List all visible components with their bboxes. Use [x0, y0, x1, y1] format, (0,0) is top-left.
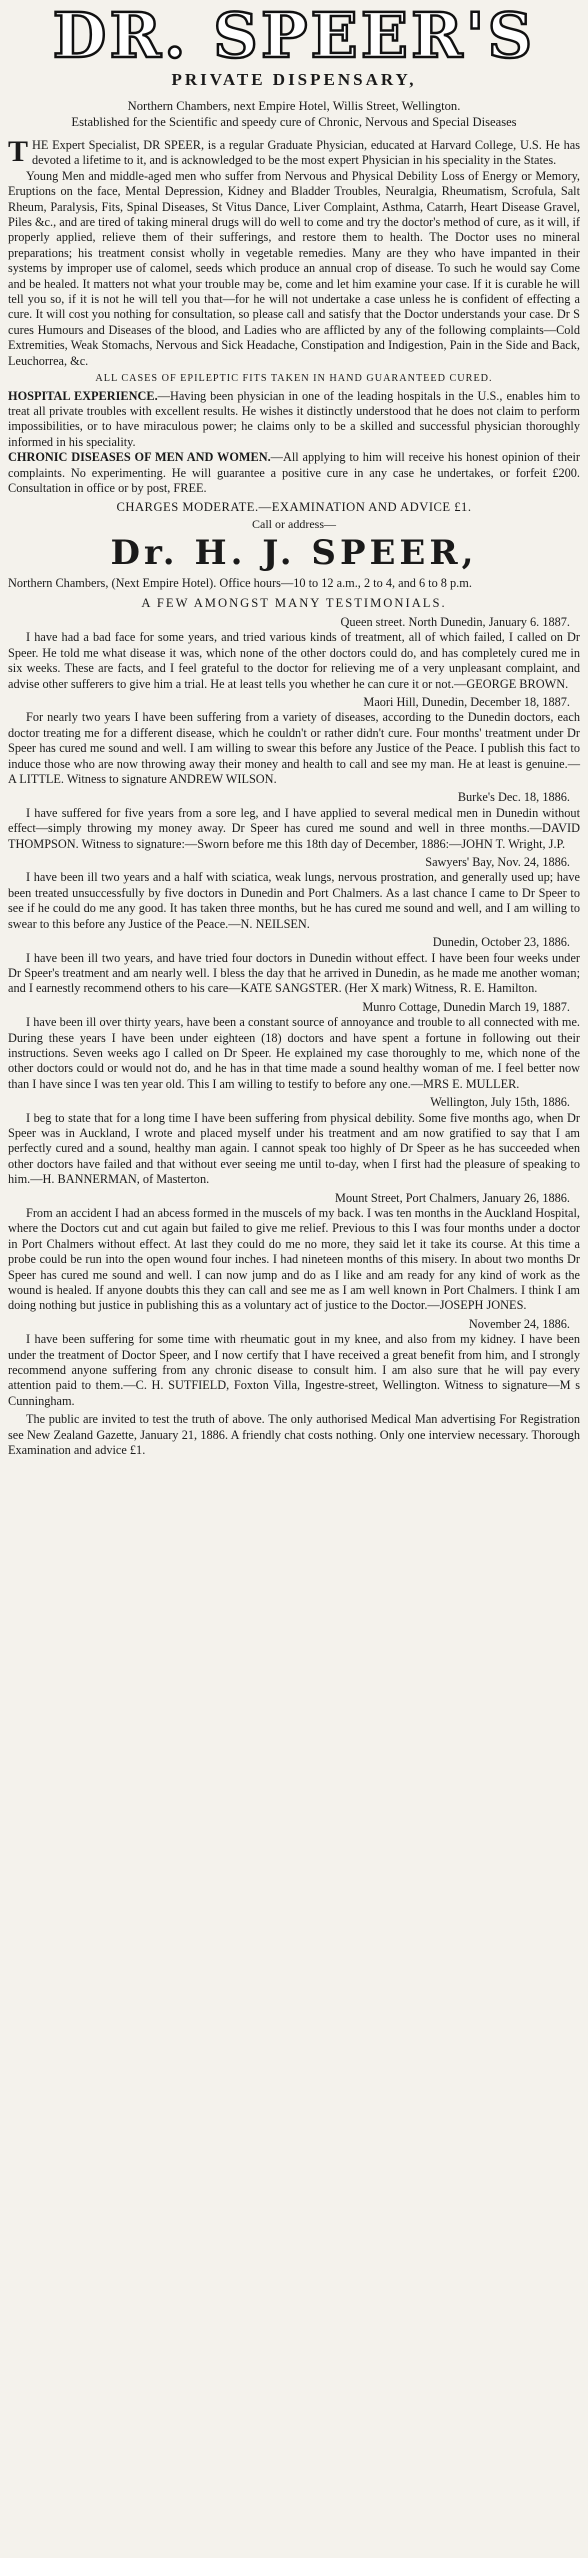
charges-line: CHARGES MODERATE.—EXAMINATION AND ADVICE £1.: [116, 500, 472, 515]
testimonial-dateline: Burke's Dec. 18, 1886.: [457, 790, 570, 805]
hospital-heading: HOSPITAL EXPERIENCE.: [8, 388, 158, 403]
address-line: Northern Chambers, next Empire Hotel, Willis Street, Wellington.: [127, 99, 461, 113]
testimonial: [8, 1095, 580, 1187]
testimonial: [8, 790, 580, 852]
establishment-line: Established for the Scientific and speedy cure of Chronic, Nervous and Special Diseases: [71, 115, 517, 129]
testimonial-dateline: Sawyers' Bay, Nov. 24, 1886.: [425, 855, 570, 870]
testimonial-text: For nearly two years I have been suffering from a variety of diseases, according to the Dunedin doctors, each doctor treating me for a different disease, which he couldn't or rather didn't cure. Four months' treatment under Dr Speer has cured me sound and well. I am willing to swear this before any Justice of the Peace. I publish this fact to induce those who are now throwing away their money and health to call and see my man. He at least is genuine.—A LITTLE. Witness to signature ANDREW WILSON.: [8, 710, 580, 787]
testimonial: [8, 855, 580, 932]
office-hours: Northern Chambers, (Next Empire Hotel). Office hours—10 to 12 a.m., 2 to 4, and 6 to 8 p.m.: [8, 576, 472, 591]
masthead-title: DR. SPEER'S: [52, 0, 536, 72]
intro-text: HE Expert Specialist, DR SPEER, is a regular Graduate Physician, educated at Harvard College, U.S. He has devoted a lifetime to it, and is acknowledged to be the most expert Physician in his speciality in the States.: [32, 138, 580, 168]
testimonial: [8, 1317, 580, 1409]
testimonial-dateline: Munro Cottage, Dunedin March 19, 1887.: [362, 999, 570, 1014]
testimonial: [8, 1191, 580, 1314]
testimonial-text: I have been ill two years, and have tried four doctors in Dunedin without effect. I have been four weeks under Dr Speer's treatment and am nearly well. I bless the day that he arrived in Dunedin, as he made me another woman; and I earnestly recommend others to his care—KATE SANGSTER. (Her X mark) Witness, R. E. Hamilton.: [8, 950, 580, 996]
testimonial: [8, 695, 580, 787]
hospital-text: —Having been physician in one of the leading hospitals in the U.S., enables him to treat all private troubles with excellent results. He wishes it distinctly understood that he does not claim to perform impossibilities, or to have miraculous power; he claims only to be a skilled and successful physician thoroughly informed in his speciality.: [8, 388, 580, 449]
symptoms-paragraph: Young Men and middle-aged men who suffer from Nervous and Physical Debility Loss of Energy or Memory, Eruptions on the face, Mental Depression, Kidney and Bladder Troubles, Neuralgia, Rheumatism, Scrofula, Salt Rheum, Paralysis, Fits, Spinal Diseases, St Vitus Dance, Liver Complaint, Asthma, Catarrh, Heart Disease Gravel, Piles &c., and are tired of taking mineral drugs will do well to come and try the doctor's method of cure, as it will, if properly applied, relieve them of their sufferings, and restore them to health. The Doctor uses no mineral preparations; his treatment consist wholly in vegetable remedies. Many are they who have impanted in their systems by improper use of calomel, seeds which produce an annual crop of disease. To such he would say Come and be healed. It matters not what your trouble may be, come and let him examine your case. If it is curable he will tell you so, if it is not he will tell you that—for he will not undertake a case unless he is confident of effecting a cure. It will cost you nothing for consultation, so please call and satisfy that the Doctor understands your case. Dr S cures Humours and Diseases of the blood, and Ladies who are afflicted by any of the following complaints—Cold Extremities, Weak Stomachs, Nervous and Sick Headache, Constipation and Indigestion, Pain in the Side and Back, Leuchorrea, &c.: [8, 168, 580, 368]
testimonial-text: I beg to state that for a long time I have been suffering from physical debility. Some five months ago, when Dr Speer was in Auckland, I wrote and placed myself under his treatment and am now gratified to say that I am perfectly cured and a sound, healthy man again. I cannot speak too highly of Dr Speer as he has succeeded when other doctors have failed and that without ever seeing me until to-day, when I first had the pleasure of speaking to him.—H. BANNERMAN, of Masterton.: [8, 1110, 580, 1187]
closing-note: [8, 1412, 580, 1458]
testimonial-text: I have been suffering for some time with rheumatic gout in my knee, and also from my kidney. I have been under the treatment of Doctor Speer, and I now certify that I have received a great benefit from him, and I strongly recommend anyone suffering from any chronic disease to consult him. I am also sure that he will pay every attention paid to them.—C. H. SUTFIELD, Foxton Villa, Ingestre-street, Wellington. Witness to signature—M s Cunningham.: [8, 1332, 580, 1408]
call-or-address: Call or address—: [252, 516, 336, 531]
testimonial-dateline: Maori Hill, Dunedin, December 18, 1887.: [363, 695, 570, 709]
testimonial-text: I have suffered for five years from a sore leg, and I have applied to several medical men in Dunedin without effect—simply throwing my money away. Dr Speer has cured me sound and well in three months.—DAVID THOMPSON. Witness to signature:—Sworn before me this 18th day of December, 1886:—JOHN T. Wright, J.P.: [8, 805, 580, 851]
closing-text: The public are invited to test the truth of above. The only authorised Medical Man advertising For Registration see New Zealand Gazette, January 21, 1886. A friendly chat costs nothing. Only one interview necessary. Thorough Examination and advice £1.: [8, 1412, 580, 1458]
testimonials-heading: A FEW AMONGST MANY TESTIMONIALS.: [141, 595, 447, 610]
hospital-section: [8, 389, 580, 451]
testimonial-dateline: Wellington, July 15th, 1886.: [430, 1095, 570, 1110]
masthead-subtitle: PRIVATE DISPENSARY,: [171, 70, 417, 89]
chronic-text: —All applying to him will receive his honest opinion of their complaints. No experimenting. He will guarantee a positive cure in any case he undertakes, or forfeit £200. Consultation in office or by post, FREE.: [8, 450, 580, 495]
testimonial-text: I have had a bad face for some years, and tried various kinds of treatment, all of which failed, I called on Dr Speer. He told me what disease it was, which none of the other doctors could do, and has completely cured me in six weeks. These are facts, and I feel grateful to the doctor for relieving me of a very unpleasant complaint, and advise other sufferers to give him a trial. He at least tells you whether he can cure it or not.—GEORGE BROWN.: [8, 630, 580, 691]
testimonials-list: [8, 615, 580, 1459]
testimonial-text: I have been ill over thirty years, have been a constant source of annoyance and trouble to all connected with me. During these years I have been under eighteen (18) doctors and have spent a fortune in following out their instructions. Seven weeks ago I called on Dr Speer. He explained my case thoroughly to me, which none of the other doctors could or would not do, and he has in that time made a sound healthy woman of me. I feel better now than I have since I was ten year old. This I am willing to testify to before any one.—MRS E. MULLER.: [8, 1015, 580, 1091]
testimonial-text: From an accident I had an abcess formed in the muscels of my back. I was ten months in the Auckland Hospital, where the Doctors cut and cut again but failed to give me relief. Previous to this I was four months under a doctor in Port Chalmers without effect. At last they could do me no more, they said let it take its course. At this time a probe could be run into the open wound four inches. I had nineteen months of this misery. In about two months Dr Speer has cured me sound and well. I can now jump and do as I like and am ready for any kind of work as the wound is healed. If anyone doubts this they can call and see me as I am well known in Port Chalmers. I think I am doing nothing but justice in publishing this as a voluntary act of justice to the Doctor.—JOSEPH JONES.: [8, 1206, 580, 1313]
address-block: [8, 98, 580, 130]
testimonial-text: I have been ill two years and a half with sciatica, weak lungs, nervous prostration, and generally used up; have been treated unsuccessfully by five doctors in Dunedin and Port Chalmers. As a last chance I came to Dr Speer to see if he could do me any good. It has taken three months, but he has cured me sound and well, and I am willing to swear to this before any Justice of the Peace.—N. NEILSEN.: [8, 870, 580, 931]
dropcap-letter: T: [8, 135, 29, 168]
chronic-heading: CHRONIC DISEASES OF MEN AND WOMEN.: [8, 450, 271, 465]
testimonial-dateline: Queen street. North Dunedin, January 6. 1887.: [340, 614, 570, 629]
testimonial-dateline: Dunedin, October 23, 1886.: [432, 935, 570, 950]
chronic-section: [8, 450, 580, 496]
advertisement: [8, 0, 580, 1459]
intro-paragraph: [8, 135, 580, 169]
testimonial-dateline: November 24, 1886.: [468, 1316, 570, 1331]
epileptic-note: ALL CASES OF EPILEPTIC FITS TAKEN IN HAND GUARANTEED CURED.: [95, 373, 493, 385]
testimonial-dateline: Mount Street, Port Chalmers, January 26, 1886.: [335, 1190, 570, 1205]
doctor-name: Dr. H. J. SPEER,: [110, 533, 478, 574]
testimonial: [8, 1000, 580, 1092]
testimonial: [8, 935, 580, 997]
testimonial: [8, 615, 580, 692]
